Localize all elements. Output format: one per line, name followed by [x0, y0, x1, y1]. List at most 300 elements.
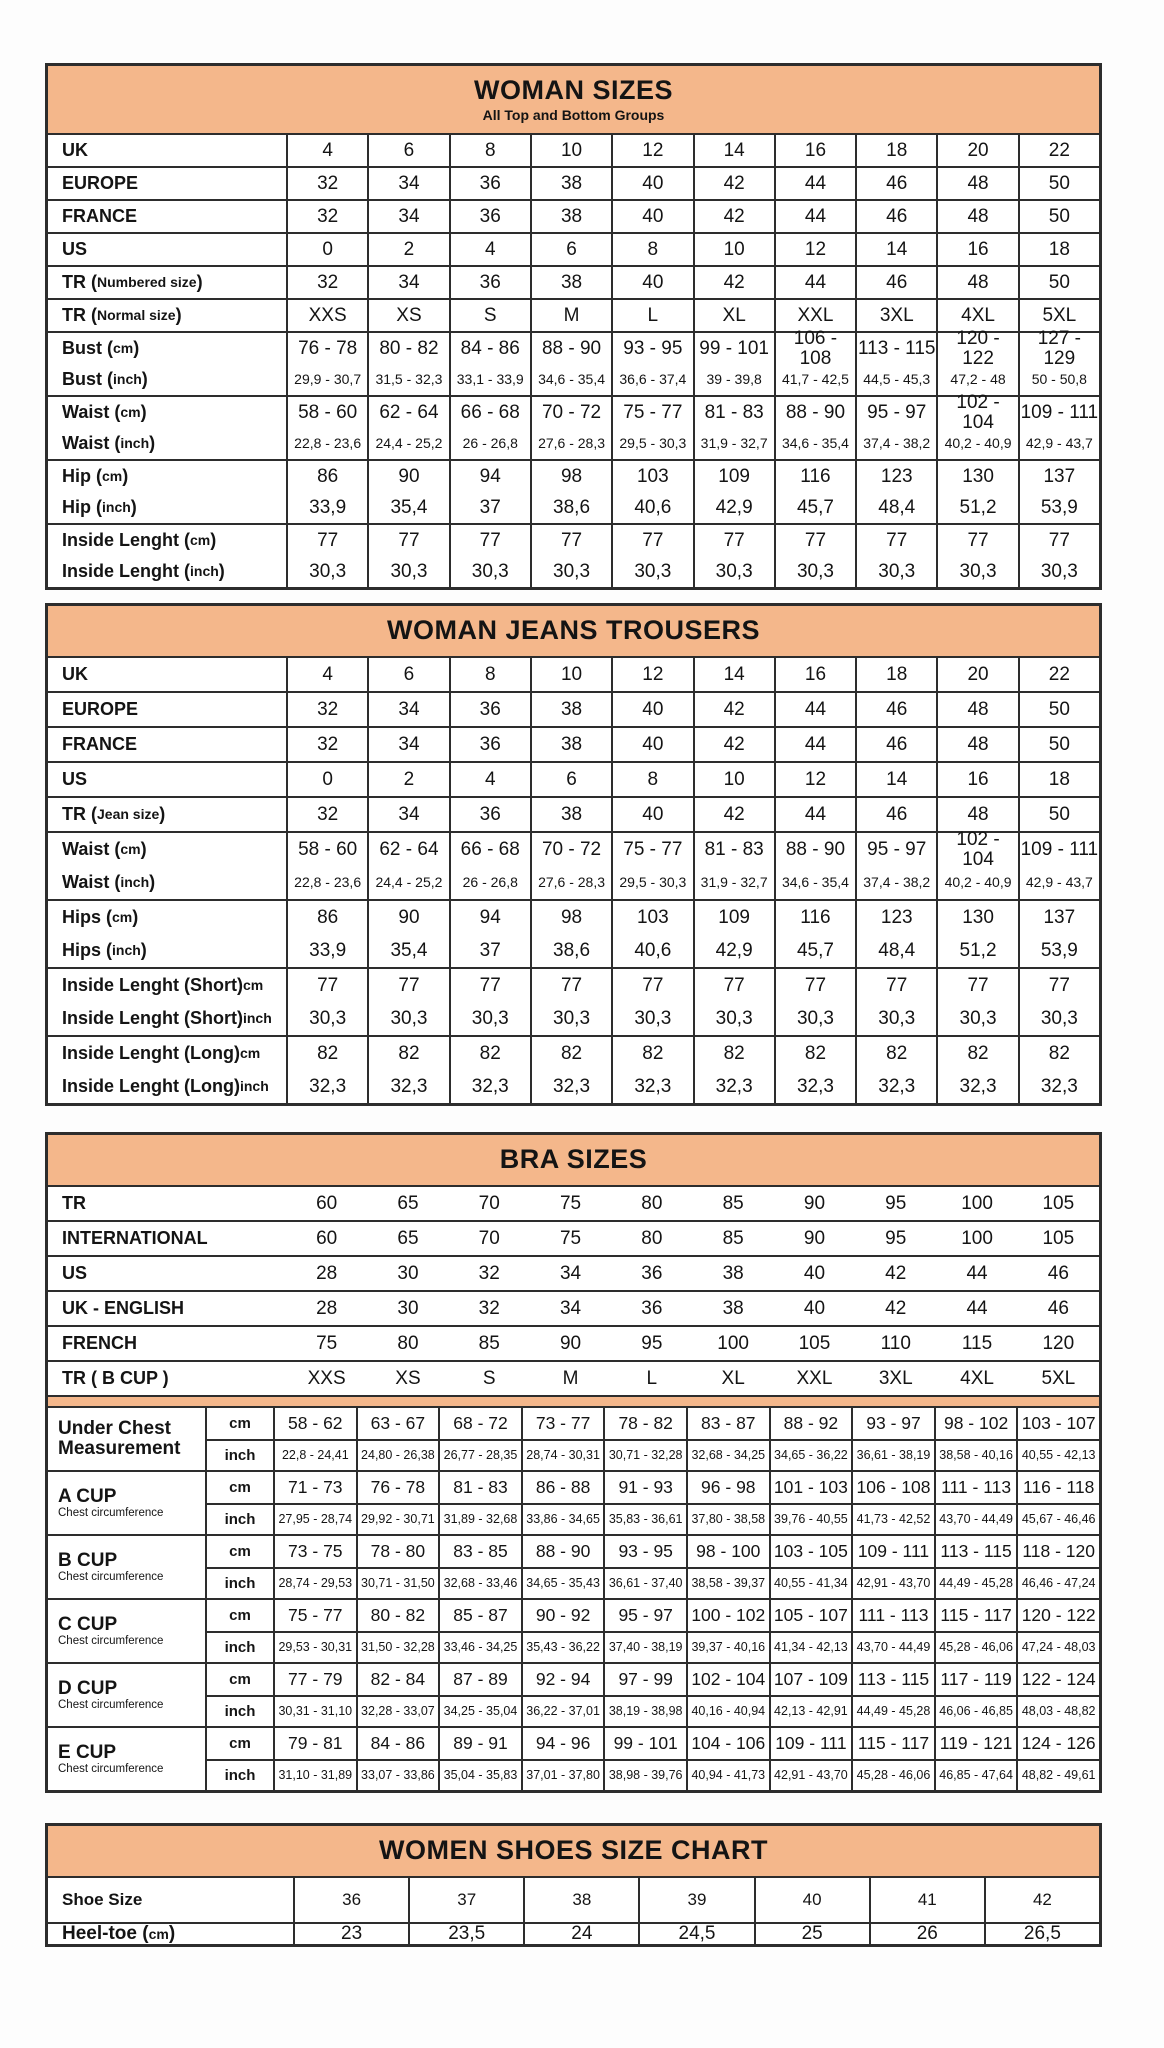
table-cell: 50 [1018, 201, 1099, 232]
table-cell: 98 - 100 [686, 1536, 769, 1567]
table-cell: 37 [449, 492, 530, 523]
table-cell: 5XL [1018, 300, 1099, 331]
unit-label: inch [205, 1503, 273, 1534]
table-cell: L [646, 1367, 658, 1389]
table-cell: 40,2 - 40,9 [936, 428, 1017, 459]
table-cell: 90 [367, 461, 448, 492]
table-cell: 113 - 115 [934, 1536, 1017, 1567]
table-row [48, 428, 1099, 459]
table-cell: 36 [641, 1262, 663, 1284]
table-cell: 36 [449, 798, 530, 831]
table-cell: 40,55 - 41,34 [769, 1567, 852, 1598]
table-cell: 2 [367, 234, 448, 265]
table-cell: 122 - 124 [1016, 1664, 1099, 1695]
table-cell: 58 - 60 [286, 833, 367, 866]
table-cell: 32,3 [1018, 1070, 1099, 1103]
table-cell: 30,3 [693, 1002, 774, 1035]
table-cell: 105 [1042, 1227, 1075, 1249]
table-cell: 130 [936, 901, 1017, 934]
table-cell: 32 [286, 798, 367, 831]
table-cell: 20 [936, 658, 1017, 691]
table-cell: 104 - 106 [686, 1728, 769, 1759]
table-cell: 29,9 - 30,7 [286, 364, 367, 395]
table-cell: 82 [367, 1037, 448, 1070]
table-cell: 50 [1018, 728, 1099, 761]
table-cell: 32,3 [367, 1070, 448, 1103]
table-cell: 0 [286, 234, 367, 265]
table-cell: 100 [717, 1332, 749, 1354]
table-cell: 102 - 104 [686, 1664, 769, 1695]
table-cell: S [482, 1367, 496, 1389]
table-cell: 40,16 - 40,94 [686, 1695, 769, 1726]
table-row [48, 364, 1099, 395]
table-cell: 32 [286, 728, 367, 761]
table-cell: 42 [984, 1878, 1099, 1922]
table-cell: 38 [530, 267, 611, 298]
row-label: Hips ( cm ) [62, 907, 139, 928]
table-cell: 77 [855, 525, 936, 556]
row-label: Bust ( cm ) [62, 338, 140, 359]
table-cell: 22 [1018, 658, 1099, 691]
table-cell: 111 - 113 [851, 1600, 934, 1631]
table-cell: 42 [693, 168, 774, 199]
table-cell: 0 [286, 763, 367, 796]
table-cell: 88 - 90 [521, 1536, 604, 1567]
table-row [48, 693, 1099, 726]
table-cell: 93 - 97 [851, 1408, 934, 1439]
table-cell: 38 [722, 1262, 744, 1284]
table-cell: 95 - 97 [603, 1600, 686, 1631]
table-cell: 46 [855, 267, 936, 298]
table-cell: 12 [774, 763, 855, 796]
row-group [48, 1220, 1099, 1255]
row-label: FRANCE [62, 734, 137, 755]
table-cell: 29,53 - 30,31 [273, 1631, 356, 1662]
row-label: UK [62, 664, 88, 685]
table-cell: 99 - 101 [603, 1728, 686, 1759]
table-header [48, 1826, 1099, 1878]
row-group [48, 1922, 1099, 1944]
table-cell: 30 [397, 1297, 419, 1319]
table-cell: 42 [885, 1297, 907, 1319]
cup-label [48, 1472, 205, 1534]
row-label: INTERNATIONAL [62, 1228, 208, 1249]
table-cell: 30,3 [774, 556, 855, 587]
table-cell: XXL [796, 1367, 833, 1389]
table-cell: 32 [286, 693, 367, 726]
table-cell: 37,40 - 38,19 [603, 1631, 686, 1662]
table-cell: 30,3 [936, 556, 1017, 587]
table-cell: 30,3 [367, 1002, 448, 1035]
table-cell: 137 [1018, 901, 1099, 934]
table-header [48, 606, 1099, 658]
table-cell: 95 - 97 [855, 397, 936, 428]
table-cell: 103 [611, 901, 692, 934]
table-cell: 103 [611, 461, 692, 492]
table-cell: 102 - 104 [936, 833, 1017, 866]
table-cell: 45,7 [774, 934, 855, 967]
cup-name: D CUP [58, 1677, 118, 1699]
cup-name: Under Chest Measurement [58, 1418, 181, 1459]
row-label: TR ( Numbered size ) [62, 272, 203, 293]
table-cell: 27,6 - 28,3 [530, 428, 611, 459]
row-group [48, 658, 1099, 691]
table-cell: 25 [754, 1924, 869, 1944]
unit-label: cm [205, 1536, 273, 1567]
table-cell: 12 [611, 135, 692, 166]
table-row [48, 267, 1099, 298]
table-cell: L [611, 300, 692, 331]
unit-label: cm [205, 1408, 273, 1439]
table-cell: 32 [286, 267, 367, 298]
table-cell: 118 - 120 [1016, 1536, 1099, 1567]
table-cell: 5XL [1041, 1367, 1076, 1389]
table-cell: 40,2 - 40,9 [936, 866, 1017, 899]
table-cell: 75 [559, 1227, 582, 1249]
table-cell: 24,80 - 26,38 [356, 1439, 439, 1470]
row-label: Hip ( inch ) [62, 497, 137, 518]
table-cell: 37,4 - 38,2 [855, 428, 936, 459]
table-cell: 77 [449, 525, 530, 556]
table-cell: 78 - 80 [356, 1536, 439, 1567]
table-cell: 98 [530, 461, 611, 492]
table-row [48, 798, 1099, 831]
table-cell: 42 [693, 693, 774, 726]
table-cell: 85 - 87 [438, 1600, 521, 1631]
table-cell: 82 [449, 1037, 530, 1070]
table-cell: 82 [774, 1037, 855, 1070]
table-cell: 42 [693, 267, 774, 298]
table-cell: 130 [936, 461, 1017, 492]
table-cell: 77 [1018, 969, 1099, 1002]
table-cell: 30,31 - 31,10 [273, 1695, 356, 1726]
table-cell: 77 [774, 969, 855, 1002]
table-cell: 109 - 111 [851, 1536, 934, 1567]
table-cell: 77 [530, 525, 611, 556]
table-cell: 93 - 95 [603, 1536, 686, 1567]
table-cell: 37,01 - 37,80 [521, 1759, 604, 1790]
table-cell: 40,6 [611, 934, 692, 967]
table-cell: 120 - 122 [1016, 1600, 1099, 1631]
cup-row-group [48, 1534, 1099, 1598]
table-cell: 50 [1018, 693, 1099, 726]
table-cell: 26 - 26,8 [449, 866, 530, 899]
table-cell: 113 - 115 [851, 1664, 934, 1695]
table-cell: 109 - 111 [1018, 833, 1099, 866]
table-cell: 77 [855, 969, 936, 1002]
table-cell: 34 [367, 728, 448, 761]
table-cell: 62 - 64 [367, 397, 448, 428]
row-group [48, 1035, 1099, 1103]
row-group [48, 796, 1099, 831]
table-cell: 31,89 - 32,68 [438, 1503, 521, 1534]
table-row [48, 1924, 1099, 1944]
row-label: Inside Lenght (Short) inch [62, 1008, 272, 1029]
table-cell: 35,4 [367, 934, 448, 967]
table-cell: 8 [449, 135, 530, 166]
table-cell: 32,3 [286, 1070, 367, 1103]
table-cell: 48 [936, 201, 1017, 232]
table-cell: 40 [611, 267, 692, 298]
table-cell: 30,3 [774, 1002, 855, 1035]
table-cell: 6 [367, 135, 448, 166]
cup-label [48, 1536, 205, 1598]
unit-label: inch [205, 1695, 273, 1726]
table-cell: 116 - 118 [1016, 1472, 1099, 1503]
table-cell: 50 [1018, 267, 1099, 298]
table-cell: 38 [530, 693, 611, 726]
table-cell: 42,9 - 43,7 [1018, 428, 1099, 459]
table-cell: 28,74 - 29,53 [273, 1567, 356, 1598]
row-label: TR ( B CUP ) [62, 1368, 169, 1389]
table-cell: 46 [855, 201, 936, 232]
table-cell: 14 [693, 135, 774, 166]
table-cell: 65 [397, 1227, 419, 1249]
table-cell: 99 - 101 [693, 333, 774, 364]
table-cell: 32 [286, 201, 367, 232]
row-group [48, 232, 1099, 265]
table-cell: 95 - 97 [855, 833, 936, 866]
table-row [48, 658, 1099, 691]
table-cell: 30,3 [286, 1002, 367, 1035]
table-cell: 4XL [936, 300, 1017, 331]
table-cell: 103 - 107 [1016, 1408, 1099, 1439]
row-group [48, 391, 1099, 459]
table-cell: XL [693, 300, 774, 331]
women-shoes-size-chart-table [45, 1823, 1102, 1947]
table-cell: 105 - 107 [769, 1600, 852, 1631]
table-cell: 10 [530, 658, 611, 691]
table-cell: 39,37 - 40,16 [686, 1631, 769, 1662]
table-cell: 4XL [960, 1367, 994, 1389]
row-group [48, 967, 1099, 1035]
table-cell: 30,3 [449, 556, 530, 587]
table-cell: 22,8 - 23,6 [286, 428, 367, 459]
table-cell: 50 [1018, 168, 1099, 199]
table-cell: 58 - 62 [273, 1408, 356, 1439]
table-cell: 36,61 - 38,19 [851, 1439, 934, 1470]
table-cell: 53,9 [1018, 492, 1099, 523]
table-cell: 70 [478, 1227, 500, 1249]
row-label: FRENCH [62, 1333, 137, 1354]
table-cell: 63 - 67 [356, 1408, 439, 1439]
table-cell: 77 [936, 969, 1017, 1002]
table-title: WOMAN JEANS TROUSERS [386, 615, 761, 645]
table-cell: 87 - 89 [438, 1664, 521, 1695]
woman-sizes-table [45, 63, 1102, 590]
table-cell: 117 - 119 [934, 1664, 1017, 1695]
row-group [48, 691, 1099, 726]
table-cell: 100 [961, 1227, 993, 1249]
table-cell: 32,68 - 34,25 [686, 1439, 769, 1470]
table-cell: 42,9 [693, 492, 774, 523]
table-cell: 77 [936, 525, 1017, 556]
table-cell: 42,9 [693, 934, 774, 967]
table-cell: 86 [286, 461, 367, 492]
table-cell: 77 - 79 [273, 1664, 356, 1695]
table-cell: 29,92 - 30,71 [356, 1503, 439, 1534]
table-cell: 95 [641, 1332, 663, 1354]
table-cell: 35,4 [367, 492, 448, 523]
table-cell: 24,5 [638, 1924, 753, 1944]
table-cell: 90 [559, 1332, 582, 1354]
table-cell: M [530, 300, 611, 331]
table-cell: 12 [774, 234, 855, 265]
table-cell: 26 [869, 1924, 984, 1944]
table-cell: 105 [1042, 1192, 1075, 1214]
row-group [48, 1187, 1099, 1220]
table-cell: M [562, 1367, 579, 1389]
row-label: EUROPE [62, 699, 139, 720]
table-row [48, 1327, 1099, 1360]
table-cell: 32 [286, 168, 367, 199]
table-cell: 82 [611, 1037, 692, 1070]
table-cell: 31,9 - 32,7 [693, 866, 774, 899]
table-cell: 116 [774, 461, 855, 492]
row-group [48, 265, 1099, 298]
table-cell: XXS [286, 300, 367, 331]
table-row [48, 525, 1099, 556]
table-cell: 22,8 - 23,6 [286, 866, 367, 899]
table-cell: 48 [936, 693, 1017, 726]
table-cell: 29,5 - 30,3 [611, 428, 692, 459]
cup-row-group [48, 1726, 1099, 1790]
table-cell: 75 [316, 1332, 338, 1354]
table-cell: 18 [1018, 234, 1099, 265]
table-cell: 85 [722, 1227, 744, 1249]
table-cell: 42,91 - 43,70 [851, 1567, 934, 1598]
table-cell: 86 - 88 [521, 1472, 604, 1503]
table-cell: 18 [855, 658, 936, 691]
table-cell: 34 [367, 798, 448, 831]
table-cell: 77 [774, 525, 855, 556]
table-cell: 8 [449, 658, 530, 691]
table-cell: 8 [611, 763, 692, 796]
table-cell: 85 [722, 1192, 744, 1214]
table-cell: 95 [885, 1192, 907, 1214]
table-cell: 115 - 117 [934, 1600, 1017, 1631]
table-cell: 32,3 [611, 1070, 692, 1103]
table-cell: 95 [885, 1227, 907, 1249]
table-cell: XL [721, 1367, 745, 1389]
table-cell: 124 - 126 [1016, 1728, 1099, 1759]
row-group [48, 327, 1099, 395]
table-cell: 106 - 108 [851, 1472, 934, 1503]
table-cell: 123 [855, 461, 936, 492]
table-cell: 68 - 72 [438, 1408, 521, 1439]
table-row [48, 461, 1099, 492]
unit-label: inch [205, 1439, 273, 1470]
table-cell: 34,25 - 35,04 [438, 1695, 521, 1726]
table-cell: 33,9 [286, 492, 367, 523]
table-cell: 38,58 - 39,37 [686, 1567, 769, 1598]
table-row [48, 1878, 1099, 1922]
row-group [48, 523, 1099, 587]
table-cell: 30,71 - 32,28 [603, 1439, 686, 1470]
table-cell: 44 [774, 168, 855, 199]
table-cell: 4 [449, 234, 530, 265]
table-cell: 92 - 94 [521, 1664, 604, 1695]
table-cell: 48 [936, 267, 1017, 298]
table-cell: 45,28 - 46,06 [851, 1759, 934, 1790]
table-cell: 31,10 - 31,89 [273, 1759, 356, 1790]
cup-sublabel: Chest circumference [58, 1507, 164, 1520]
row-label: Inside Lenght (Long) cm [62, 1043, 261, 1064]
table-cell: 10 [530, 135, 611, 166]
table-cell: 38,6 [530, 934, 611, 967]
table-cell: 115 - 117 [851, 1728, 934, 1759]
table-cell: 37,80 - 38,58 [686, 1503, 769, 1534]
cup-label [48, 1664, 205, 1726]
table-cell: 81 - 83 [438, 1472, 521, 1503]
row-label: TR ( Normal size ) [62, 305, 182, 326]
table-row [48, 969, 1099, 1002]
table-cell: 30,3 [693, 556, 774, 587]
table-cell: 40 [754, 1878, 869, 1922]
table-cell: 30,3 [855, 1002, 936, 1035]
table-cell: 34 [559, 1297, 582, 1319]
table-cell: 42,91 - 43,70 [769, 1759, 852, 1790]
table-cell: 45,28 - 46,06 [934, 1631, 1017, 1662]
table-cell: 102 - 104 [936, 397, 1017, 428]
table-cell: 44 [774, 267, 855, 298]
table-cell: 30,3 [1018, 556, 1099, 587]
table-cell: 44 [774, 798, 855, 831]
table-cell: 53,9 [1018, 934, 1099, 967]
table-cell: 33,46 - 34,25 [438, 1631, 521, 1662]
table-cell: 89 - 91 [438, 1728, 521, 1759]
table-cell: 30 [397, 1262, 419, 1284]
table-cell: 84 - 86 [356, 1728, 439, 1759]
row-label: Inside Lenght (Long) inch [62, 1076, 269, 1097]
cup-row-group [48, 1598, 1099, 1662]
table-cell: 113 - 115 [855, 333, 936, 364]
table-cell: 88 - 90 [774, 833, 855, 866]
table-cell: 40 [611, 168, 692, 199]
table-cell: 36,6 - 37,4 [611, 364, 692, 395]
row-label: US [62, 769, 88, 790]
table-cell: 98 - 102 [934, 1408, 1017, 1439]
table-cell: 45,67 - 46,46 [1016, 1503, 1099, 1534]
table-cell: 76 - 78 [286, 333, 367, 364]
cup-row-group [48, 1662, 1099, 1726]
table-row [48, 327, 1099, 369]
table-cell: 77 [1018, 525, 1099, 556]
table-cell: 120 - 122 [936, 333, 1017, 364]
row-group [48, 761, 1099, 796]
table-cell: 38 [530, 798, 611, 831]
row-label: Inside Lenght (Short) cm [62, 975, 264, 996]
table-cell: 48 [936, 728, 1017, 761]
table-row [48, 763, 1099, 796]
table-cell: 8 [611, 234, 692, 265]
table-title: BRA SIZES [499, 1144, 648, 1174]
table-cell: 32 [478, 1297, 500, 1319]
table-cell: 20 [936, 135, 1017, 166]
row-label: Hips ( inch ) [62, 940, 147, 961]
table-cell: 46 [1047, 1297, 1069, 1319]
table-cell: 77 [286, 969, 367, 1002]
table-cell: 116 [774, 901, 855, 934]
table-cell: 36 [293, 1878, 408, 1922]
row-label: Waist ( cm ) [62, 839, 147, 860]
table-cell: 32,3 [530, 1070, 611, 1103]
table-cell: 82 [530, 1037, 611, 1070]
table-cell: 42 [885, 1262, 907, 1284]
table-cell: 44,49 - 45,28 [851, 1695, 934, 1726]
table-cell: 100 [961, 1192, 993, 1214]
cup-sublabel: Chest circumference [58, 1635, 164, 1648]
